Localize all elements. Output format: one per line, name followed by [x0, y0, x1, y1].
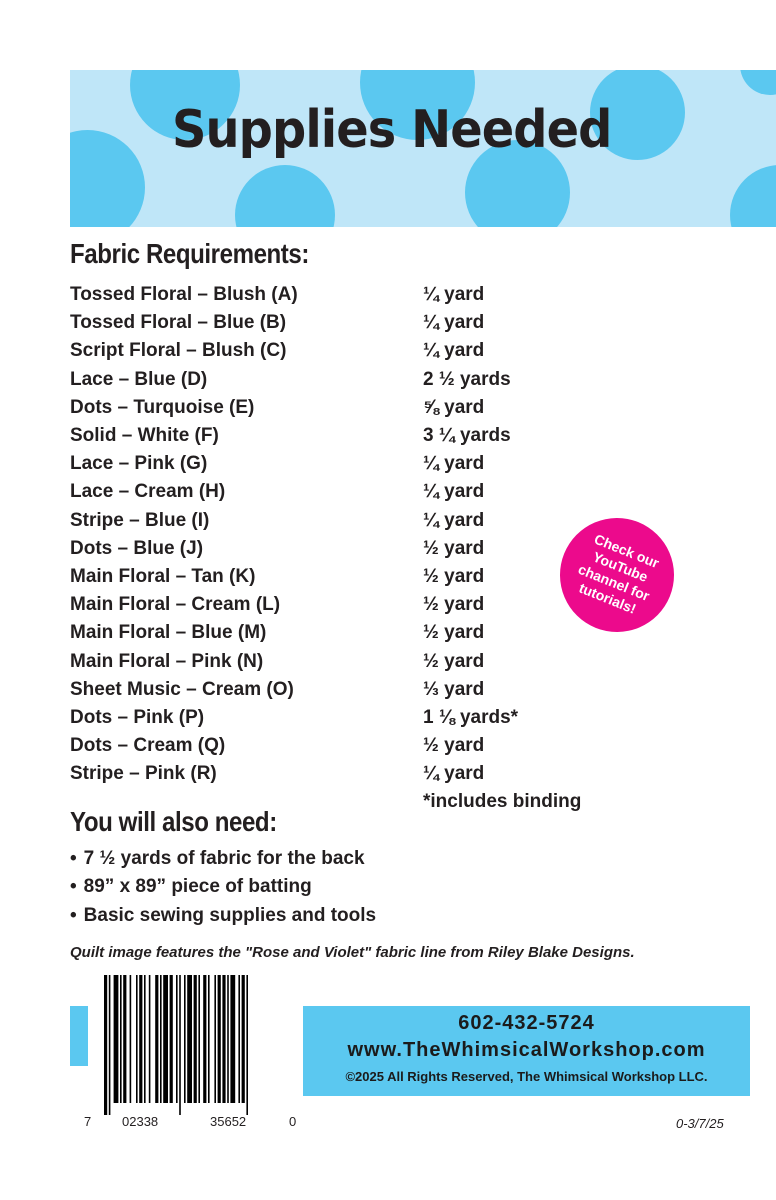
barcode-bar — [227, 975, 229, 1103]
fabric-row — [70, 478, 630, 506]
fabric-row — [70, 704, 630, 732]
fabric-name: Lace – Cream (H) — [70, 481, 226, 503]
barcode-bar — [246, 975, 248, 1115]
fabric-row — [70, 732, 630, 760]
bullet: • — [70, 848, 77, 870]
fabric-name: Tossed Floral – Blue (B) — [70, 312, 287, 334]
header-banner — [70, 70, 776, 227]
copyright-text: ©2025 All Rights Reserved, The Whimsical Workshop LLC. — [345, 1069, 708, 1084]
supply-item — [70, 873, 376, 901]
barcode-bar — [176, 975, 178, 1103]
fabric-amount: ⅝ yard — [423, 396, 485, 418]
barcode-bar — [149, 975, 151, 1103]
fabric-amount: 3 ¼ yards — [423, 425, 511, 447]
fabric-row — [70, 591, 630, 619]
barcode-bar — [214, 975, 216, 1103]
banner-dot — [730, 165, 776, 227]
fabric-amount: ¼ yard — [423, 481, 485, 503]
also-need-list — [70, 845, 376, 930]
barcode-bar — [160, 975, 162, 1103]
fabric-amount: 2 ½ yards — [423, 368, 511, 390]
fabric-row — [70, 676, 630, 704]
supply-text: 7 ½ yards of fabric for the back — [83, 848, 365, 870]
fabric-name: Dots – Pink (P) — [70, 706, 205, 728]
fabric-row — [70, 563, 630, 591]
barcode-digit-first: 7 — [84, 1114, 92, 1129]
fabric-name: Dots – Turquoise (E) — [70, 396, 255, 418]
fabric-row — [70, 760, 630, 788]
barcode-bar — [242, 975, 245, 1103]
fabric-row — [70, 422, 630, 450]
fabric-name: Script Floral – Blush (C) — [70, 340, 287, 362]
barcode-bar — [136, 975, 138, 1103]
fabric-name: Main Floral – Pink (N) — [70, 650, 264, 672]
banner-dot — [740, 70, 776, 95]
barcode-digit-last: 0 — [289, 1114, 297, 1129]
fabric-name: Lace – Pink (G) — [70, 453, 208, 475]
fabric-amount: ¼ yard — [423, 312, 485, 334]
website-link[interactable]: www.TheWhimsicalWorkshop.com — [347, 1039, 706, 1061]
fabric-amount: ½ yard — [423, 594, 485, 616]
supply-item — [70, 845, 376, 873]
fabric-name: Main Floral – Cream (L) — [70, 594, 281, 616]
binding-note: *includes binding — [423, 791, 582, 812]
barcode-bar — [109, 975, 111, 1115]
supply-text: 89” x 89” piece of batting — [83, 876, 312, 898]
fabric-name: Main Floral – Tan (K) — [70, 565, 256, 587]
fabric-row — [70, 309, 630, 337]
barcode-bar — [179, 975, 181, 1115]
fabric-amount: 1 ⅛ yards* — [423, 706, 519, 728]
barcode-bar — [203, 975, 206, 1103]
also-need-heading: You will also need: — [70, 806, 277, 837]
fabric-name: Tossed Floral – Blush (A) — [70, 284, 298, 306]
fabric-amount: ¼ yard — [423, 340, 485, 362]
barcode-bar — [230, 975, 235, 1103]
barcode-bar — [208, 975, 210, 1103]
barcode — [104, 975, 294, 1115]
barcode-digits-left: 02338 — [122, 1114, 159, 1129]
fabric-credit: Quilt image features the "Rose and Violet" fabric line from Riley Blake Designs. — [70, 944, 635, 961]
supply-text: Basic sewing supplies and tools — [83, 904, 377, 926]
fabric-row — [70, 366, 630, 394]
fabric-row — [70, 281, 630, 309]
fabric-requirements-heading: Fabric Requirements: — [70, 238, 309, 269]
contact-panel — [303, 1006, 750, 1096]
barcode-bar — [170, 975, 173, 1103]
fabric-name: Stripe – Pink (R) — [70, 763, 217, 785]
barcode-bar — [114, 975, 119, 1103]
fabric-amount: ½ yard — [423, 735, 485, 757]
fabric-name: Stripe – Blue (I) — [70, 509, 210, 531]
banner-dot — [70, 130, 145, 227]
fabric-name: Solid – White (F) — [70, 425, 219, 447]
barcode-bar — [218, 975, 221, 1103]
fabric-amount: ½ yard — [423, 650, 485, 672]
barcode-bar — [120, 975, 122, 1103]
bullet: • — [70, 904, 77, 926]
barcode-bar — [222, 975, 225, 1103]
fabric-amount: ½ yard — [423, 622, 485, 644]
fabric-amount: ½ yard — [423, 537, 485, 559]
fabric-row — [70, 337, 630, 365]
barcode-bar — [194, 975, 197, 1103]
fabric-name: Main Floral – Blue (M) — [70, 622, 267, 644]
left-accent-bar — [70, 1006, 88, 1066]
barcode-bar — [163, 975, 168, 1103]
barcode-bar — [184, 975, 186, 1103]
fabric-row — [70, 647, 630, 675]
fabric-amount: ⅓ yard — [423, 678, 485, 700]
barcode-bar — [238, 975, 240, 1103]
fabric-name: Dots – Blue (J) — [70, 537, 204, 559]
barcode-bar — [155, 975, 158, 1103]
barcode-bar — [198, 975, 200, 1103]
youtube-badge-text: Check our YouTube channel for tutorials! — [576, 530, 662, 617]
fabric-requirements-list — [70, 281, 630, 788]
barcode-bar — [139, 975, 142, 1103]
barcode-digits-right: 35652 — [210, 1114, 247, 1129]
barcode-bar — [187, 975, 192, 1103]
barcode-bar — [130, 975, 132, 1103]
page-title: Supplies Needed — [172, 100, 612, 160]
fabric-name: Lace – Blue (D) — [70, 368, 208, 390]
fabric-amount: ¼ yard — [423, 284, 485, 306]
fabric-row — [70, 394, 630, 422]
fabric-amount: ½ yard — [423, 565, 485, 587]
fabric-amount: ¼ yard — [423, 509, 485, 531]
phone-number: 602-432-5724 — [458, 1012, 595, 1034]
fabric-name: Sheet Music – Cream (O) — [70, 678, 294, 700]
barcode-bar — [123, 975, 126, 1103]
banner-dot — [235, 165, 335, 227]
supply-item — [70, 902, 376, 930]
fabric-name: Dots – Cream (Q) — [70, 735, 226, 757]
fabric-amount: ¼ yard — [423, 763, 485, 785]
print-code: 0-3/7/25 — [676, 1116, 724, 1131]
fabric-row — [70, 450, 630, 478]
fabric-amount: ¼ yard — [423, 453, 485, 475]
fabric-row — [70, 507, 630, 535]
fabric-row — [70, 619, 630, 647]
fabric-row — [70, 535, 630, 563]
bullet: • — [70, 876, 77, 898]
barcode-bar — [104, 975, 107, 1115]
barcode-bar — [144, 975, 146, 1103]
